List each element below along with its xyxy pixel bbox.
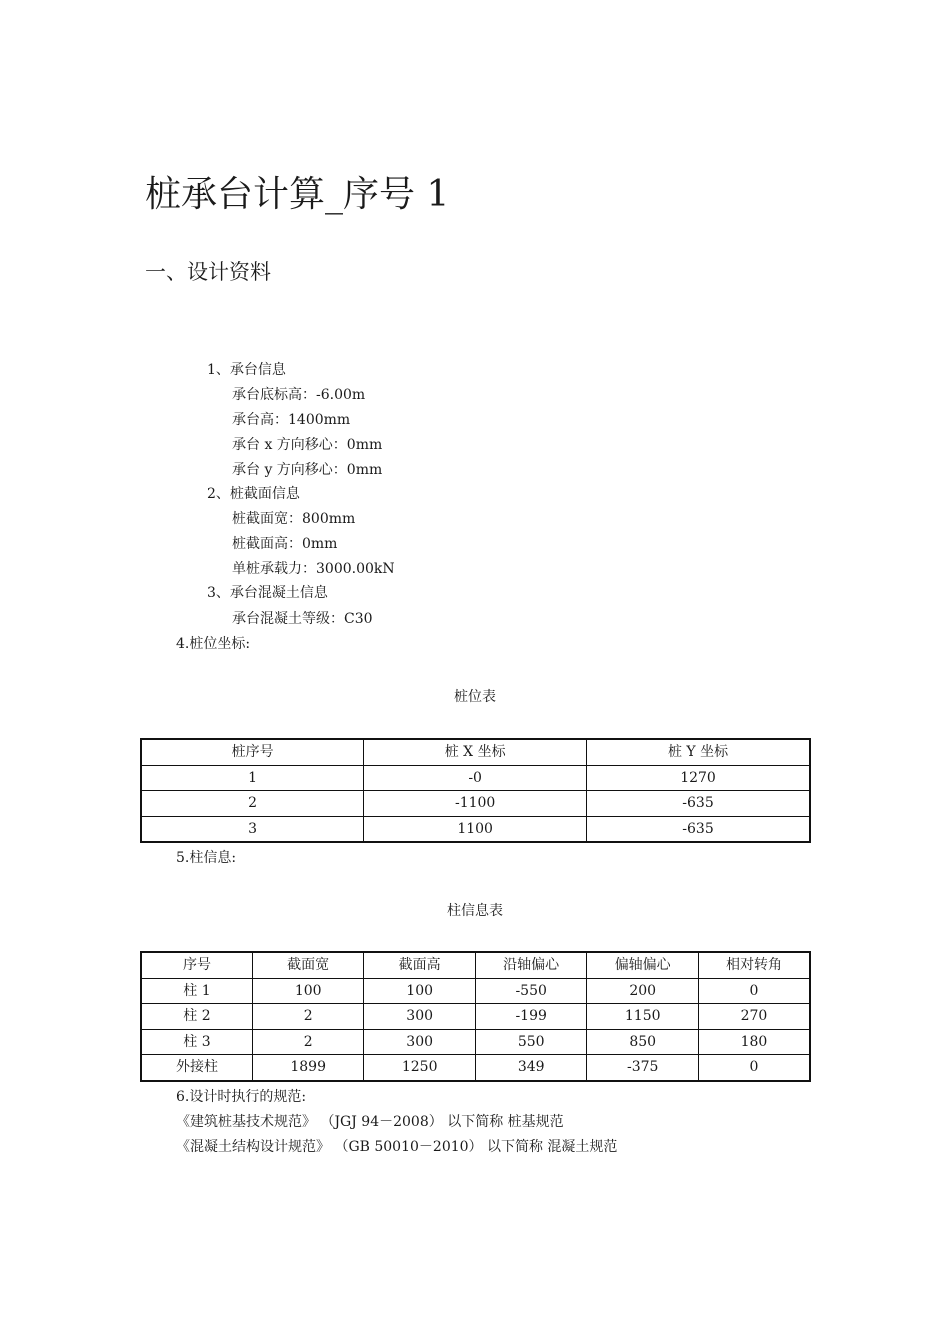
pile-coords-label: 4.桩位坐标: (176, 636, 251, 652)
table-cell: 柱 1 (141, 978, 252, 1004)
table-row (141, 1004, 810, 1030)
table-cell: 2 (252, 1029, 363, 1055)
table-cell: -550 (475, 978, 587, 1004)
header-cell: 截面宽 (252, 952, 363, 978)
table-cell: 1 (141, 765, 364, 791)
section-heading: 一、设计资料 (145, 260, 271, 284)
table-row (141, 791, 810, 817)
table-cell: 550 (475, 1029, 587, 1055)
pile-table-caption: 桩位表 (454, 689, 496, 705)
header-cell: 序号 (141, 952, 252, 978)
table-cell: 200 (587, 978, 699, 1004)
table-row (141, 978, 810, 1004)
table-row (141, 1029, 810, 1055)
header-cell: 桩序号 (141, 739, 364, 765)
table-cell: 0 (698, 978, 810, 1004)
column-info-label: 5.柱信息: (176, 850, 237, 866)
table-cell: 2 (141, 791, 364, 817)
table-cell: 1270 (587, 765, 810, 791)
cap-height: 承台高：1400mm (232, 412, 351, 428)
column-table-caption: 柱信息表 (447, 903, 503, 919)
cap-x-offset: 承台 x 方向移心：0mm (232, 437, 383, 453)
header-cell: 相对转角 (698, 952, 810, 978)
table-cell: 100 (252, 978, 363, 1004)
code-reference-2: 《混凝土结构设计规范》 （GB 50010－2010） 以下简称 混凝土规范 (176, 1139, 618, 1155)
header-cell: 桩 X 坐标 (364, 739, 587, 765)
table-cell: 1250 (364, 1055, 476, 1081)
code-reference-1: 《建筑桩基技术规范》 （JGJ 94－2008） 以下简称 桩基规范 (176, 1114, 564, 1130)
codes-label: 6.设计时执行的规范: (176, 1089, 307, 1105)
table-cell: 1100 (364, 816, 587, 842)
table-cell: 柱 3 (141, 1029, 252, 1055)
table-row (141, 765, 810, 791)
pile-section-height: 桩截面高：0mm (232, 536, 338, 552)
header-cell: 桩 Y 坐标 (587, 739, 810, 765)
table-cell: 300 (364, 1029, 476, 1055)
table-cell: 1150 (587, 1004, 699, 1030)
table-row (141, 1055, 810, 1081)
table-cell: 300 (364, 1004, 476, 1030)
table-cell: 柱 2 (141, 1004, 252, 1030)
table-cell: -1100 (364, 791, 587, 817)
table-cell: 270 (698, 1004, 810, 1030)
table-cell: -0 (364, 765, 587, 791)
page-title: 桩承台计算_序号 1 (145, 174, 450, 215)
concrete-grade: 承台混凝土等级：C30 (232, 611, 373, 627)
header-cell: 偏轴偏心 (587, 952, 699, 978)
table-cell: 外接柱 (141, 1055, 252, 1081)
table-header-row (141, 952, 810, 978)
pile-position-table (140, 738, 811, 843)
table-cell: 349 (475, 1055, 587, 1081)
column-info-table (140, 951, 811, 1082)
table-cell: -375 (587, 1055, 699, 1081)
table-cell: -635 (587, 816, 810, 842)
cap-bottom-elevation: 承台底标高：-6.00m (232, 387, 366, 403)
cap-y-offset: 承台 y 方向移心：0mm (232, 462, 383, 478)
pile-section-heading: 2、桩截面信息 (207, 486, 300, 502)
table-cell: 3 (141, 816, 364, 842)
concrete-info-heading: 3、承台混凝土信息 (207, 585, 328, 601)
table-cell: 850 (587, 1029, 699, 1055)
table-row (141, 816, 810, 842)
table-cell: 2 (252, 1004, 363, 1030)
pile-capacity: 单桩承载力：3000.00kN (232, 561, 395, 577)
table-cell: -199 (475, 1004, 587, 1030)
table-cell: -635 (587, 791, 810, 817)
cap-info-heading: 1、承台信息 (207, 362, 286, 378)
table-cell: 100 (364, 978, 476, 1004)
header-cell: 截面高 (364, 952, 476, 978)
table-cell: 0 (698, 1055, 810, 1081)
header-cell: 沿轴偏心 (475, 952, 587, 978)
table-header-row (141, 739, 810, 765)
table-cell: 1899 (252, 1055, 363, 1081)
pile-section-width: 桩截面宽：800mm (232, 511, 356, 527)
table-cell: 180 (698, 1029, 810, 1055)
